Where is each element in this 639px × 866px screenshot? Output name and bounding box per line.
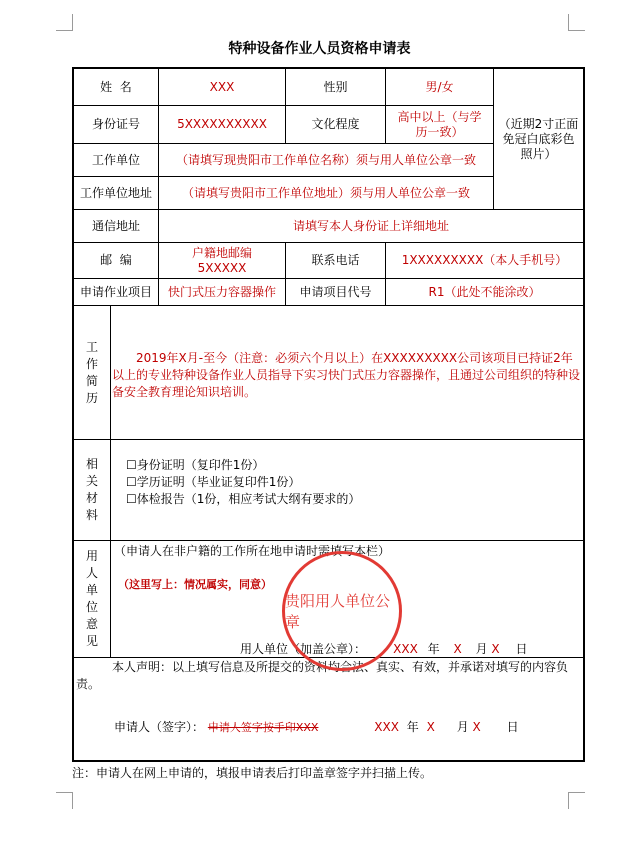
applicant-date-month[interactable]: X — [426, 720, 435, 734]
applicant-sign-value[interactable]: 申请人签字按手印XXX — [207, 721, 319, 734]
name-label: 姓 名 — [100, 79, 132, 94]
postcode-label: 邮 编 — [100, 253, 132, 267]
form-title: 特种设备作业人员资格申请表 — [228, 41, 411, 57]
applicant-sign-row — [114, 719, 584, 736]
employer-date-month-unit: 月 — [475, 642, 488, 656]
page-corner-mark — [56, 14, 73, 31]
page-corner-mark — [56, 792, 73, 809]
id-number-label: 身份证号 — [91, 117, 140, 131]
employer-label: 工作单位 — [91, 152, 140, 167]
employer-value[interactable]: （请填写现贵阳市工作单位名称）须与用人单位公章一致 — [175, 152, 476, 167]
company-seal-stamp — [282, 551, 402, 671]
employer-date-year-unit: 年 — [427, 642, 440, 656]
employer-date-day[interactable]: X — [491, 642, 500, 656]
footnote: 注：申请人在网上申请的，填报申请表后打印盖章签字并扫描上传。 — [72, 766, 433, 780]
applicant-date-year-unit: 年 — [406, 720, 419, 734]
apply-item-value[interactable]: 快门式压力容器操作 — [167, 284, 276, 299]
employer-address-label: 工作单位地址 — [79, 185, 152, 200]
materials-list — [126, 457, 360, 508]
item-code-value[interactable]: R1（此处不能涂改） — [428, 284, 541, 299]
material-checkbox-education[interactable]: ☐学历证明（毕业证复印件1份） — [126, 475, 301, 489]
photo-placeholder: （近期2寸正面免冠白底彩色照片） — [498, 116, 579, 161]
phone-label: 联系电话 — [311, 253, 360, 267]
work-history-label: 工 作 简 历 — [85, 339, 98, 405]
material-checkbox-id[interactable]: ☐身份证明（复印件1份） — [126, 458, 265, 472]
postcode-value[interactable]: 户籍地邮编 5XXXXX — [191, 245, 252, 275]
employer-date-year[interactable]: XXX — [393, 642, 418, 656]
page-corner-mark — [568, 14, 585, 31]
applicant-date-year[interactable]: XXX — [374, 720, 399, 734]
mailing-address-label: 通信地址 — [91, 218, 140, 233]
education-value[interactable]: 高中以上（与学历一致） — [397, 109, 482, 139]
employer-date-day-unit: 日 — [515, 642, 528, 656]
item-code-label: 申请项目代号 — [299, 284, 372, 299]
phone-value[interactable]: 1XXXXXXXXX（本人手机号） — [401, 253, 568, 267]
declaration-text: 本人声明：以上填写信息及所提交的资料均合法、真实、有效，并承诺对填写的内容负责。 — [76, 660, 569, 691]
employer-address-value[interactable]: （请填写贵阳市工作单位地址）须与用人单位公章一致 — [181, 185, 470, 200]
employer-opinion-label: 用 人 单 位 意 见 — [85, 549, 98, 648]
gender-value[interactable]: 男/女 — [425, 79, 454, 94]
education-label: 文化程度 — [311, 117, 360, 131]
employer-sign-label: 用人单位（加盖公章）： — [240, 642, 367, 656]
applicant-date-day[interactable]: X — [472, 720, 481, 734]
applicant-sign-label: 申请人（签字）： — [114, 720, 205, 734]
work-history-text[interactable]: 2019年X月-至今（注意：必须六个月以上）在XXXXXXXXX公司该项目已持证2年以上的专业特种设备作业人员指导下实习快门式压力容器操作，且通过公司组织的特种设备安全教育理论知识培训。 — [112, 351, 581, 399]
employer-date-month[interactable]: X — [453, 642, 462, 656]
seal-text: 贵阳用人单位公章 — [285, 592, 391, 631]
id-number-value[interactable]: 5XXXXXXXXXX — [177, 117, 267, 131]
employer-opinion-hint: （申请人在非户籍的工作所在地申请时需填写本栏） — [114, 544, 391, 558]
material-checkbox-medical[interactable]: ☐体检报告（1份，相应考试大纲有要求的） — [126, 492, 361, 506]
employer-opinion-write-hint[interactable]: （这里写上：情况属实，同意） — [118, 578, 272, 591]
apply-item-label: 申请作业项目 — [79, 284, 152, 299]
page-corner-mark — [568, 792, 585, 809]
mailing-address-value[interactable]: 请填写本人身份证上详细地址 — [292, 218, 449, 233]
applicant-date-month-unit: 月 — [456, 720, 469, 734]
materials-label: 相 关 材 料 — [85, 457, 98, 522]
name-value[interactable]: XXX — [209, 79, 235, 94]
gender-label: 性别 — [323, 79, 348, 94]
applicant-date-day-unit: 日 — [506, 720, 519, 734]
